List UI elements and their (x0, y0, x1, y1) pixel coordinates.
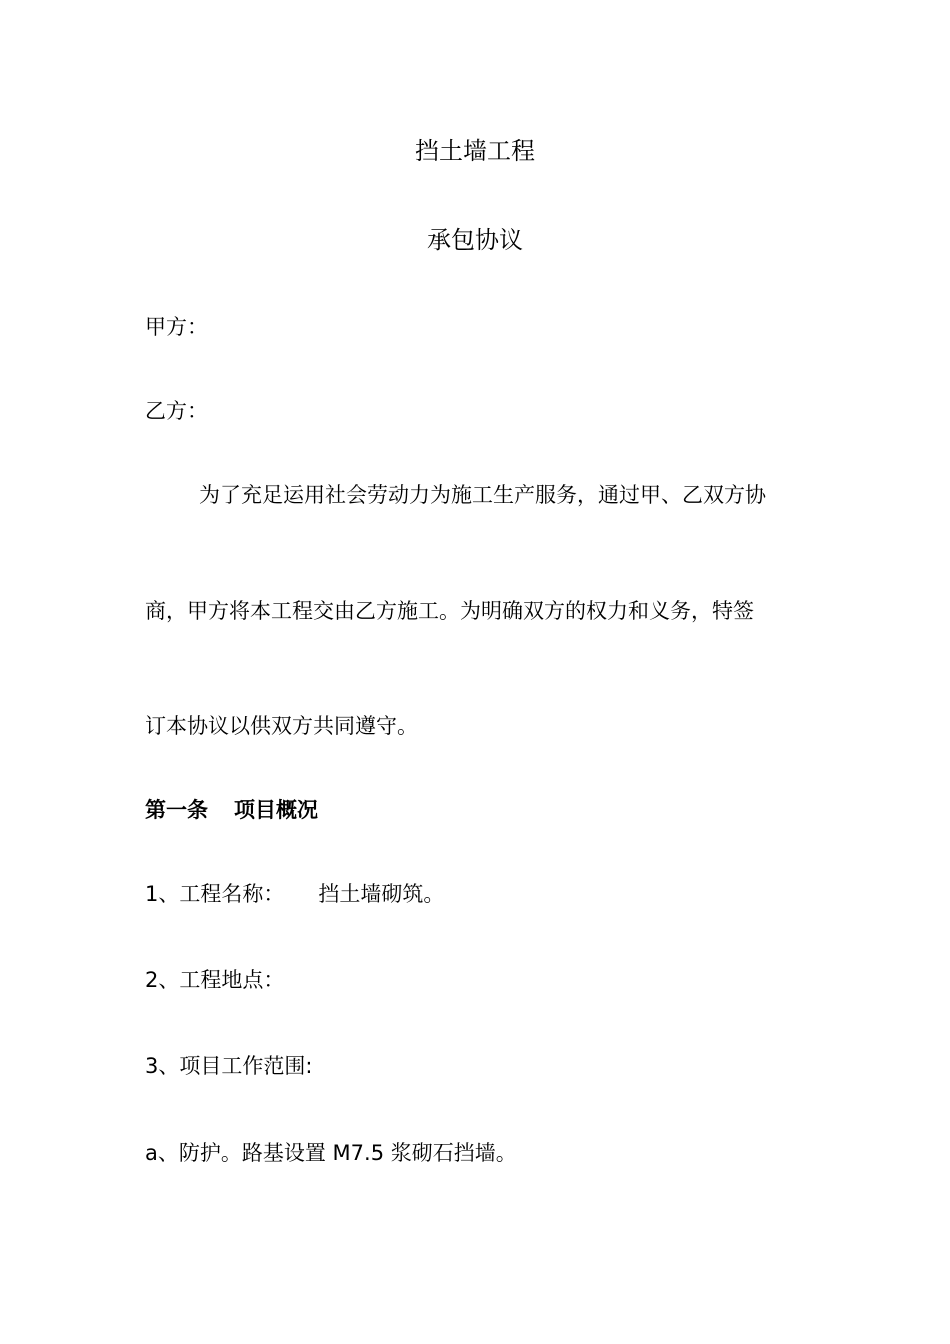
intro-paragraph-line1: 为了充足运用社会劳动力为施工生产服务，通过甲、乙双方协 (199, 483, 766, 507)
item3-line: 3、项目工作范围: (145, 1054, 313, 1078)
intro-paragraph-line3: 订本协议以供双方共同遵守。 (145, 714, 418, 738)
article1-number: 第一条 (145, 798, 208, 822)
item1-value: 挡土墙砌筑。 (318, 882, 445, 906)
item1-label: 1、工程名称： (145, 882, 285, 906)
party-b-label: 乙方： (145, 399, 208, 423)
document-title-line1: 挡土墙工程 (415, 137, 535, 165)
article1-heading (145, 796, 318, 824)
document-title-line2: 承包协议 (427, 226, 523, 254)
party-a-label: 甲方： (145, 315, 208, 339)
intro-paragraph-line2: 商，甲方将本工程交由乙方施工。为明确双方的权力和义务，特签 (145, 599, 754, 623)
item1-line (145, 880, 444, 908)
item-a-line: a、防护。路基设置 M7.5 浆砌石挡墙。 (145, 1141, 517, 1165)
article1-title: 项目概况 (234, 798, 318, 822)
item2-line: 2、工程地点： (145, 968, 285, 992)
